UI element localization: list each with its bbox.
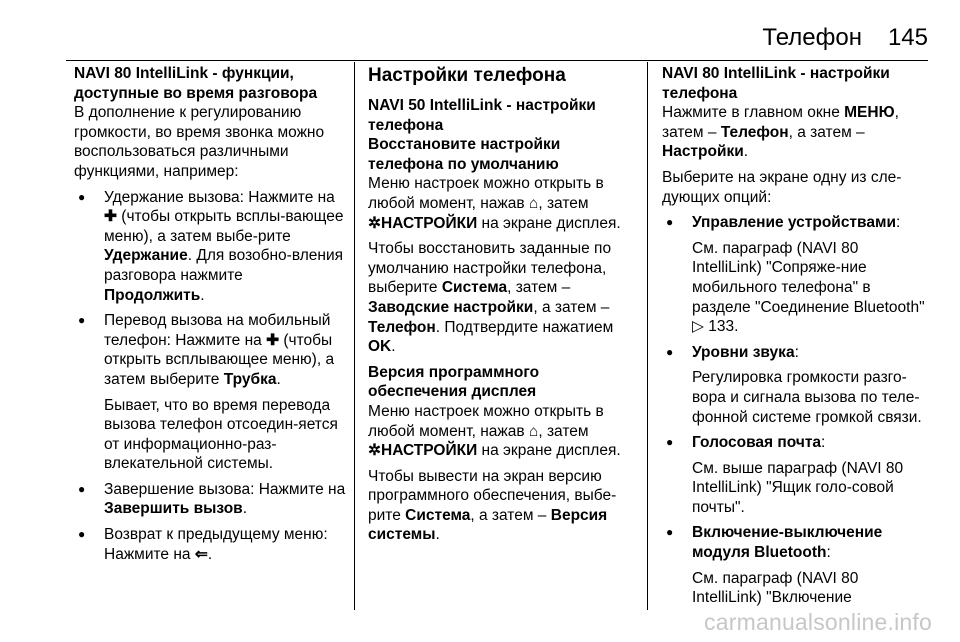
intro-text: В дополнение к регулированию громкости, во время звонка можно воспользоваться различными функциями, например: xyxy=(74,104,325,180)
paragraph: Нажмите в главном окне МЕНЮ, затем – Телефон, а затем – Настройки. xyxy=(662,104,899,161)
subheading-software-version: Версия программного обеспечения дисплея xyxy=(368,363,540,401)
settings-gear-icon: ✲ xyxy=(368,442,381,460)
section-title-phone-settings: Настройки телефона xyxy=(368,65,566,86)
home-icon: ⌂ xyxy=(528,422,539,440)
column-separator xyxy=(354,62,355,610)
list-item: ● Голосовая почта: См. выше параграф (NAVI 80 IntelliLink) "Ящик голо-совой почты". xyxy=(662,433,932,517)
paragraph: Выберите на экране одну из сле-дующих опций: xyxy=(662,168,902,206)
header-title: Телефон xyxy=(762,24,862,51)
back-arrow-icon: ⇐ xyxy=(194,545,208,563)
subheading-navi50: NAVI 50 IntelliLink - настройки телефона xyxy=(368,97,596,134)
list-item: ● Удержание вызова: Нажмите на ✚ (чтобы открыть всплы-вающее меню), а затем выбе-рите Удержание. Для возобно-вления разговора нажмите Продолжить. xyxy=(74,188,346,306)
page-number: 145 xyxy=(887,24,928,51)
column-1 xyxy=(74,64,346,570)
header-rule xyxy=(66,60,928,61)
home-icon: ⌂ xyxy=(528,194,539,212)
column-separator xyxy=(647,62,648,610)
subheading-navi80-settings: NAVI 80 IntelliLink - настройки телефона xyxy=(662,65,890,102)
page-header xyxy=(762,24,928,52)
paragraph: Чтобы вывести на экран версию программного обеспечения, выбе-рите Система, а затем – Версия системы. xyxy=(368,467,617,544)
plus-icon: ✚ xyxy=(104,208,117,226)
options-list xyxy=(662,213,932,608)
transfer-note: Бывает, что во время перевода вызова телефон отсоедин-яется от информационно-раз-влекательной системы. xyxy=(104,396,338,473)
paragraph: Меню настроек можно открыть в любой момент, нажав ⌂, затем ✲НАСТРОЙКИ на экране дисплея. xyxy=(368,402,621,460)
call-functions-list xyxy=(74,188,346,565)
list-item: ● Завершение вызова: Нажмите на Завершить вызов. xyxy=(74,480,346,519)
list-item: ● Перевод вызова на мобильный телефон: Нажмите на ✚ (чтобы открыть всплывающее меню), а затем выберите Трубка. Бывает, что во время перевода вызова телефон отсоедин-яется от информационно-раз-влекательной системы. xyxy=(74,311,346,474)
list-item: ● Включение-выключение модуля Bluetooth: См. параграф (NAVI 80 IntelliLink) "Включение xyxy=(662,523,932,607)
section-heading-navi80-functions: NAVI 80 IntelliLink - функции, доступные во время разговора xyxy=(74,65,318,102)
column-2 xyxy=(368,64,638,551)
list-item: ● Возврат к предыдущему меню: Нажмите на ⇐. xyxy=(74,525,346,564)
subheading-restore-defaults: Восстановите настройки телефона по умолчанию xyxy=(368,136,561,173)
column-3 xyxy=(662,64,932,614)
plus-icon: ✚ xyxy=(266,331,280,349)
paragraph: Меню настроек можно открыть в любой момент, нажав ⌂, затем ✲НАСТРОЙКИ на экране дисплея. xyxy=(368,175,621,232)
list-item: ● Управление устройствами: См. параграф (NAVI 80 IntelliLink) "Сопряже-ние мобильного телефона" в разделе "Соединение Bluetooth" ▷ 133. xyxy=(662,213,932,337)
list-item: ● Уровни звука: Регулировка громкости разго-вора и сигнала вызова по теле-фонной системе громкой связи. xyxy=(662,343,932,427)
paragraph: Чтобы восстановить заданные по умолчанию настройки телефона, выберите Система, затем – Заводские настройки, а затем – Телефон. Подтвердите нажатием OK. xyxy=(368,240,614,356)
page-reference-icon: ▷ xyxy=(692,318,704,336)
settings-gear-icon: ✲ xyxy=(368,214,381,232)
watermark: carmanualsonline.info xyxy=(704,609,932,635)
